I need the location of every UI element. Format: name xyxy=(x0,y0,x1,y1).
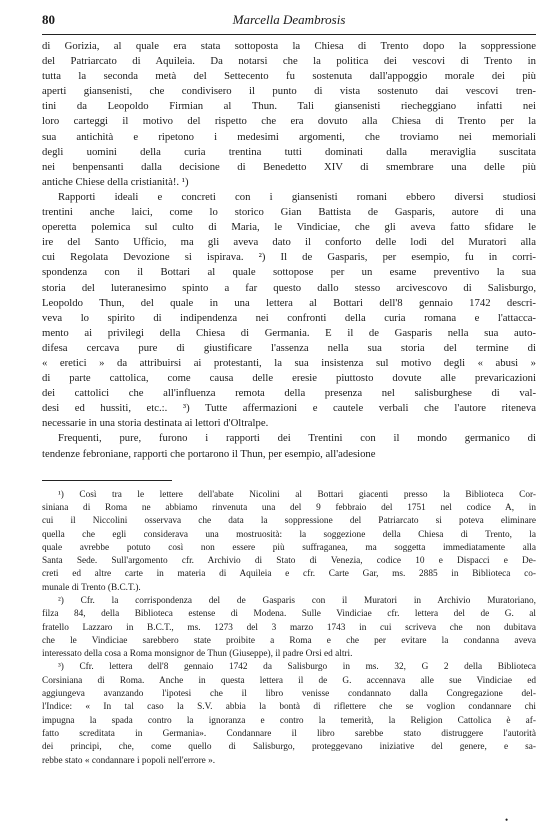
page-header xyxy=(42,12,536,32)
paragraph xyxy=(42,431,536,461)
text-line: dei cattolici che all'influenza remota della presenza nel salisburghese di val- xyxy=(42,387,536,400)
text-line: mento ai privilegi della Chiesa di Germania. E il de Gasparis nella sua auto- xyxy=(42,326,536,339)
body-text xyxy=(42,39,536,462)
text-line: nei benpensanti dalla decisione di Benedetto XIV di smembrare una delle più xyxy=(42,160,536,173)
running-title: Marcella Deambrosis xyxy=(232,12,346,27)
text-line: antiche Chiese della cristianità!. ¹) xyxy=(42,175,189,188)
text-line: fatto screditata in Germania». Condannare il libro sarebbe stato distruggere l'autorità xyxy=(42,728,536,739)
text-line: operetta polemica sul culto di Maria, le Vindiciae, che gli aveva fatto sfidare le xyxy=(42,221,536,234)
text-line: veva lo spirito di indipendenza nei confronti della curia romana e l'attacca- xyxy=(42,311,536,324)
text-line: creti ed altre carte in materia di Aquileia e cfr. Carte Gar, ms. 2885 in Biblioteca co- xyxy=(42,569,536,580)
text-line: ²) Cfr. la corrispondenza del de Gasparis con il Muratori in Archivio Muratoriano, xyxy=(58,596,536,606)
text-line: ³) Cfr. lettera dell'8 gennaio 1742 da Salisburgo in ms. 32, G 2 della Biblioteca xyxy=(58,662,536,673)
text-line: necessarie in una storia destinata ai lettori d'Oltralpe. xyxy=(42,417,269,430)
paragraph xyxy=(42,39,536,190)
text-line: cui il Niccolini osservava che data la soppressione del Patriarcato si poteva eliminare xyxy=(42,516,536,527)
text-line: storia del luteranesimo spinto a far questo dallo stesso arcivescovo di Salisburgo, xyxy=(42,281,536,294)
text-line: siniana di Roma ne abbiamo rinvenuta una del 9 febbraio del 1751 nel codice A, in xyxy=(42,502,536,513)
text-line: ire del Santo Ufficio, ma gli aveva dato il conforto delle lodi del Muratori alla xyxy=(42,236,536,249)
text-line: ¹) Così tra le lettere dell'abate Nicolini al Bottari giacenti presso la Biblioteca Cor- xyxy=(58,489,536,500)
page-number: 80 xyxy=(42,12,55,27)
text-line: cui Regolata Devozione si ispirava. ²) Il de Gasparis, per esempio, fu in corri- xyxy=(42,251,536,264)
text-line: Rapporti ideali e concreti con i giansenisti romani ebbero diversi studiosi xyxy=(58,190,536,203)
header-rule xyxy=(42,34,536,35)
paragraph xyxy=(42,190,536,432)
book-page xyxy=(42,12,536,768)
text-line: spondenza con il Bottari al quale sottopose per un esame preventivo la sua xyxy=(42,266,536,279)
bottom-mark: • xyxy=(505,815,509,825)
text-line: sua antichità e ripetono i medesimi argomenti, che troviamo nei memoriali xyxy=(42,130,536,143)
text-line: tutta la seconda metà del Settecento fu sostenuta dall'appoggio morale dei più xyxy=(42,70,536,83)
text-line: di parte cattolica, come causa delle eresie piuttosto dovute alle prevaricazioni xyxy=(42,372,536,385)
text-line: aperti giansenisti, che condivisero il punto di vista sostenuto dai vescovi tren- xyxy=(42,85,536,98)
footnote xyxy=(42,595,536,661)
footnote xyxy=(42,489,536,595)
footnote xyxy=(42,661,536,767)
text-line: del Patriarcato di Aquileia. Da notarsi che la politica dei vescovi di Trento in xyxy=(42,55,536,68)
footnote-separator xyxy=(42,480,172,481)
text-line: aggiungeva avanzando l'ipotesi che il libro venisse condannato dalla Congregazione del- xyxy=(42,689,536,700)
text-line: impugna la spada contro la ignoranza e contro la temerità, la Religion Cattolica è af- xyxy=(42,715,536,726)
text-line: desi ed hussiti, etc.:. ³) Tutte affermazioni e cautele verbali che l'autore riteneva xyxy=(42,402,536,415)
text-line: filza 84, della Biblioteca estense di Modena. Sulle Vindiciae cfr. lettera del de G. al xyxy=(42,609,536,620)
text-line: Frequenti, pure, furono i rapporti dei Trentini con il mondo germanico di xyxy=(58,432,536,445)
text-line: di Gorizia, al quale era stata sottoposta la Chiesa di Trento dopo la soppressione xyxy=(42,40,536,52)
text-line: quale avrebbe potuto così non essere più suffraganea, ma soggetta immediatamente alla xyxy=(42,542,536,553)
text-line: tini da Leopoldo Firmian al Thun. Tali giansenisti riecheggiano infatti nei xyxy=(42,100,536,113)
text-line: difesa cercava pure di giustificare l'assenza nella sua storia del termine di xyxy=(42,341,536,354)
text-line: Corsiniana di Roma. Anche in questa lettera il de G. accennava alle sue Vindiciae ed xyxy=(42,675,536,686)
text-line: degli uomini della curia trentina tutti dominati dalla meraviglia suscitata xyxy=(42,145,536,158)
text-line: Santa Sede. Sull'argomento cfr. Archivio di Stato di Venezia, codice 10 e Dispacci e De- xyxy=(42,556,536,567)
text-line: tendenze febroniane, rapporti che portarono il Thun, per esempio, all'adesione xyxy=(42,447,376,460)
text-line: l'Indice: « In tal caso la S.V. abbia la bontà di riflettere che se voglion condannare chi xyxy=(42,702,536,713)
text-line: fratello Lazzaro in B.C.T., ms. 1273 del 3 marzo 1743 in cui scriveva che non dubitava xyxy=(42,622,536,633)
footnotes xyxy=(42,489,536,768)
text-line: munale di Trento (B.C.T.). xyxy=(42,582,141,593)
text-line: trentini anche laici, come lo storico Gian Battista de Gasparis, autore di una xyxy=(42,206,536,219)
text-line: dei principi, che, come quello di Salisburgo, proteggevano iniziative del genere, e sa- xyxy=(42,742,536,753)
text-line: quella che egli considerava una mostruosità: la soggezione della Chiesa di Trento, la xyxy=(42,529,536,540)
text-line: che le Vindiciae sarebbero state proibite a Roma e che per evitare la condanna aveva xyxy=(42,635,536,646)
text-line: rebbe stato « condannare i popoli nell'errore ». xyxy=(42,755,216,766)
text-line: loro carteggi il motivo del rispetto che era dovuto alla Chiesa di Trento per la xyxy=(42,115,536,128)
text-line: « eretici » da attribuirsi ai protestanti, la sua insistenza sul motivo degli « abusi » xyxy=(42,356,536,369)
text-line: interessato della cosa a Roma monsignor de Thun (Giuseppe), il padre Orsi ed altri. xyxy=(42,649,353,660)
text-line: Leopoldo Thun, del quale in una lettera al Bottari dell'8 gennaio 1742 descri- xyxy=(42,296,536,309)
